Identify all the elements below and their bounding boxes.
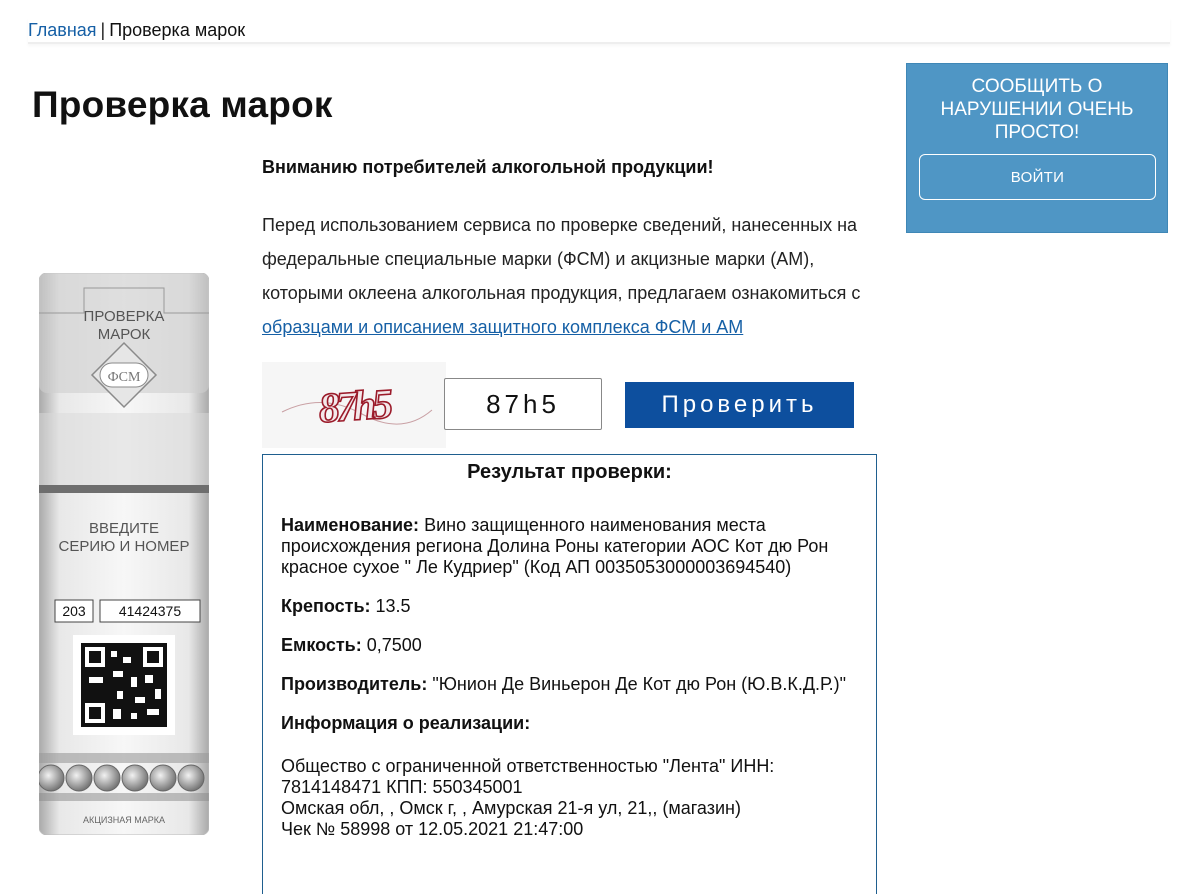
result-producer-label: Производитель: (281, 674, 428, 694)
result-name-value: Вино защищенного наименования места происхождения региона Долина Роны категории АОС Кот дю Рон красное сухое " Ле Кудриер" (Код АП 0035053000003694540) (281, 515, 829, 577)
result-sales-heading (281, 713, 866, 734)
result-name-label: Наименование: (281, 515, 420, 535)
stamp-series: 203 (62, 603, 86, 619)
result-producer-value: "Юнион Де Виньерон Де Кот дю Рон (Ю.В.К.Д.Р.)" (432, 674, 847, 694)
result-strength-value: 13.5 (375, 596, 411, 616)
result-panel (262, 454, 877, 894)
captcha-image (262, 362, 446, 448)
qr-code-icon (73, 635, 175, 735)
result-volume-value: 0,7500 (366, 635, 422, 655)
result-sales-line2: Омская обл, , Омск г, , Амурская 21-я ул, 21,, (магазин) (281, 798, 741, 818)
fsm-emblem-label: ФСМ (107, 370, 141, 385)
login-button[interactable]: ВОЙТИ (919, 154, 1156, 200)
stamp-prompt-line2: СЕРИЮ И НОМЕР (58, 538, 190, 555)
excise-stamp-illustration (39, 273, 209, 835)
result-sales-line1: Общество с ограниченной ответственностью "Лента" ИНН: 7814148471 КПП: 550345001 (281, 756, 775, 797)
report-violation-panel (906, 63, 1168, 233)
notice-heading: Вниманию потребителей алкогольной продукции! (262, 157, 714, 177)
check-button[interactable]: Проверить (625, 382, 854, 428)
captcha-input[interactable]: 87h5 (444, 378, 602, 430)
stamp-number: 41424375 (118, 603, 182, 619)
result-name (281, 515, 866, 578)
intro-paragraph (262, 208, 882, 344)
captcha-text: 87h5 (317, 381, 391, 433)
samples-link[interactable]: образцами и описанием защитного комплекса ФСМ и АМ (262, 317, 744, 337)
result-sales-info (281, 756, 866, 840)
intro-text: Перед использованием сервиса по проверке сведений, нанесенных на федеральные специальные марки (ФСМ) и акцизные марки (АМ), которыми оклеена алкогольная продукция, предлагаем ознакомиться с (262, 215, 861, 303)
result-producer (281, 674, 866, 695)
result-volume (281, 635, 866, 656)
result-title: Результат проверки: (467, 461, 672, 483)
page-title: Проверка марок (32, 84, 333, 125)
breadcrumb-separator: | (100, 20, 106, 40)
result-body (281, 515, 866, 840)
result-volume-label: Емкость: (281, 635, 362, 655)
stamp-prompt-line1: ВВЕДИТЕ (88, 520, 160, 537)
result-strength (281, 596, 866, 617)
stamp-footer: АКЦИЗНАЯ МАРКА (82, 815, 166, 825)
breadcrumb (28, 18, 1170, 44)
report-violation-text: СООБЩИТЬ О НАРУШЕНИИ ОЧЕНЬ ПРОСТО! (940, 76, 1134, 143)
breadcrumb-home-link[interactable]: Главная (28, 20, 97, 40)
result-sales-label: Информация о реализации: (281, 713, 531, 733)
result-sales-line3: Чек № 58998 от 12.05.2021 21:47:00 (281, 819, 584, 839)
stamp-header-line2: МАРОК (97, 326, 151, 343)
breadcrumb-current: Проверка марок (109, 20, 246, 40)
result-strength-label: Крепость: (281, 596, 371, 616)
stamp-header-line1: ПРОВЕРКА (83, 308, 165, 325)
